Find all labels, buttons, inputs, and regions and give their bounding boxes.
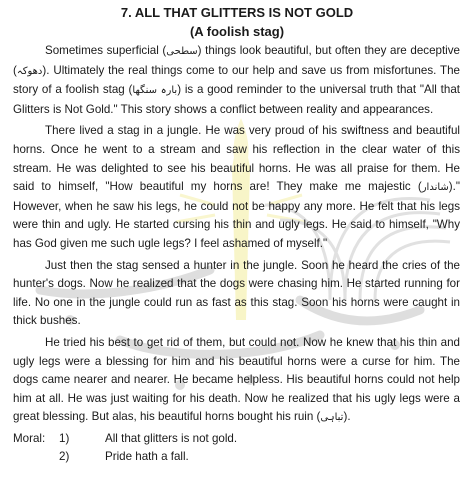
moral-section: [0, 430, 474, 467]
moral-number: 1): [59, 431, 70, 445]
paragraph-text: )." However, when he saw his legs, he could not be happy any more. He felt that his legs were thin and ugly. He started cursing his thin and ugly legs. He said to himself, "Why has God given me such ugle legs? I feel ashamed of myself.": [13, 180, 460, 250]
paragraph-intro: [0, 42, 474, 119]
story-title: 7. ALL THAT GLITTERS IS NOT GOLD: [120, 5, 354, 20]
moral-number: 2): [59, 450, 70, 464]
paragraph-text: ) is a good reminder to the universal truth that "All that Glitters is Not Gold." This story shows a conflict between reality and appearances.: [13, 83, 460, 116]
paragraph-text: Sometimes superficial (: [45, 44, 167, 57]
urdu-gloss: شاندار: [421, 182, 449, 194]
moral-item: [0, 430, 474, 449]
moral-text: All that glitters is not gold.: [105, 431, 238, 445]
paragraph-text: ). Ultimately the real things come to our help and save us from misfortunes. The story of a foolish stag (: [13, 63, 460, 97]
urdu-gloss: سطحی: [166, 46, 198, 57]
paragraph-hunter: Just then the stag sensed a hunter in the jungle. Soon he heard the cries of the hunter's dogs. Now he realized that the dogs were chasing him. He started running for life. No one in the jungle could run as fast as this stag. Soon his horns were caught in thick bushes.: [13, 258, 460, 328]
paragraph-text: There lived a stag in a jungle. He was very proud of his swiftness and beautiful horns. Once he went to a stream and saw his reflection in the clear water of this stream. He was delighted to see his beautiful horns. He was all praise for them. He said to himself, "How beautiful my horns are! They make me majestic (: [13, 124, 460, 194]
paragraph-text: ).: [343, 410, 351, 424]
urdu-gloss: تباہی: [320, 412, 344, 424]
story-subtitle: (A foolish stag): [189, 24, 285, 39]
paragraph-stag-horns: [0, 122, 474, 253]
moral-item: [0, 448, 474, 467]
paragraph-text: ) things look beautiful, but often they are deceptive (: [13, 44, 461, 77]
urdu-gloss: دھوکہ: [16, 65, 43, 77]
urdu-gloss: بارہ سنگھا: [132, 85, 178, 97]
moral-label: Moral:: [13, 431, 46, 445]
paragraph-text: He tried his best to get rid of them, but could not. Now he knew that his thin and ugly legs were a blessing for him and his beautiful horns were a curse for him. The dogs came nearer and nearer. He became helpless. His beautiful horns could not help him at all. He was just waiting for his death. Now he realized that his ugly legs were a great blessing. But alas, his beautiful horns bought his ruin (: [13, 335, 460, 424]
moral-text: Pride hath a fall.: [105, 450, 189, 464]
paragraph-realization: [0, 334, 474, 428]
